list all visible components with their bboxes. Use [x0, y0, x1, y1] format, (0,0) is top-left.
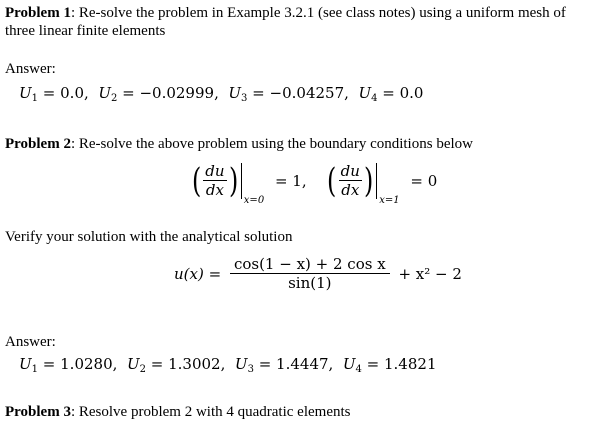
solution-numerator: cos(1 − x) + 2 cos x [230, 255, 390, 274]
left-paren-2: ( [327, 160, 337, 201]
answer-2-u2: $U_2 = 1.3002$, [126, 355, 235, 375]
problem-2-text: : Re-solve the above problem using the boundary conditions below [70, 136, 473, 152]
left-paren: ( [191, 160, 202, 201]
eval-bar-left [241, 163, 242, 199]
problem-2-label: Problem 2 [5, 136, 71, 152]
bc-right-derivative: $\frac{du}{dx}$ [340, 162, 360, 199]
solution-tail: + x² − 2 [398, 264, 462, 283]
answer-2-label: Answer: [5, 334, 56, 350]
problem-1-line-1 [5, 3, 566, 23]
verify-text: Verify your solution with the analytical solution [5, 229, 293, 245]
problem-3-text: : Resolve problem 2 with 4 quadratic elements [70, 404, 351, 420]
bc-left-value: = 1, [274, 171, 307, 190]
problem-1-label: Problem 1 [5, 5, 71, 21]
eval-bar-right [376, 163, 377, 199]
bc-right-value: = 0 [410, 171, 438, 190]
solution-fraction [230, 255, 390, 292]
bc-right-subscript: x=1 [379, 194, 400, 206]
solution-denominator: sin(1) [288, 274, 332, 292]
answer-1-u3: $U_3 = -0.04257$, [228, 84, 359, 104]
problem-2-line [5, 134, 473, 154]
answer-1-values [19, 84, 423, 104]
solution-lhs: u(x) = [174, 264, 222, 283]
right-paren-2: ) [363, 160, 374, 201]
answer-2-values [19, 355, 437, 375]
answer-1-u4: $U_4 = 0.0$ [358, 84, 424, 104]
problem-1-text-line-1: : Re-solve the problem in Example 3.2.1 (see class notes) using a uniform mesh of [70, 5, 566, 21]
right-paren: ) [228, 160, 238, 201]
problem-1-line-2: three linear finite elements [5, 23, 166, 39]
answer-1-u2: $U_2 = -0.02999$, [98, 84, 229, 104]
answer-2-u3: $U_3 = 1.4447$, [234, 355, 343, 375]
analytical-solution-equation [174, 255, 462, 292]
answer-1-u1: $U_1 = 0.0$, [19, 84, 99, 104]
problem-3-line [5, 402, 350, 422]
boundary-conditions-equation [190, 162, 437, 206]
bc-left-subscript: x=0 [243, 194, 265, 206]
problem-3-label: Problem 3 [5, 404, 71, 420]
answer-2-u1: $U_1 = 1.0280$, [19, 355, 127, 375]
answer-2-u4: $U_4 = 1.4821$ [342, 355, 437, 375]
answer-1-label: Answer: [5, 61, 56, 77]
bc-left-derivative: $\frac{du}{dx}$ [205, 162, 225, 199]
